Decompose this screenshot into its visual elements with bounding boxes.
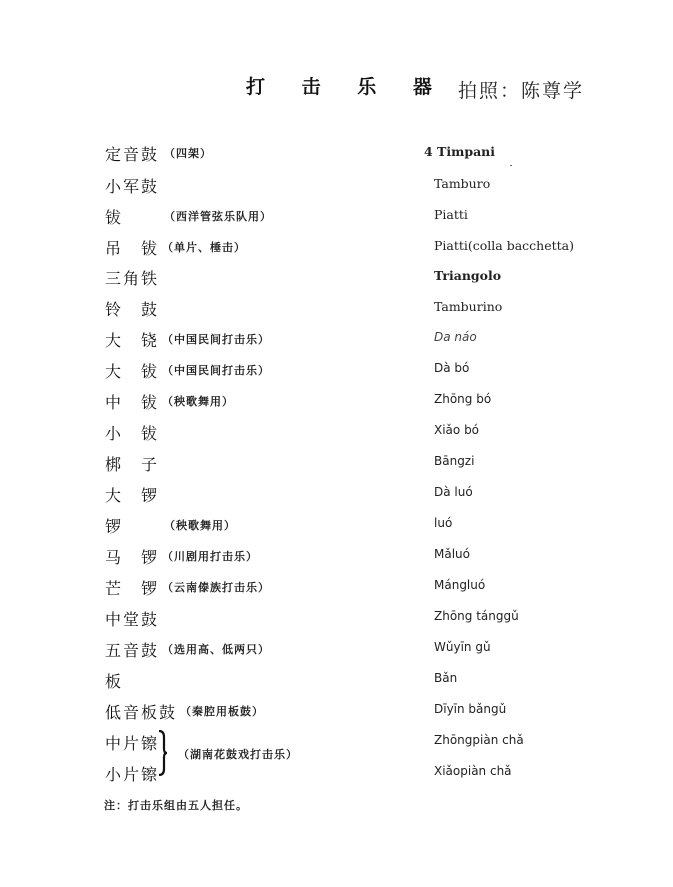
instrument-row — [0, 762, 673, 786]
instrument-name-latin: Dà luó — [434, 485, 473, 499]
instrument-name-cn: 五 音 鼓 — [104, 641, 157, 660]
instrument-name-cn: 定 音 鼓 — [104, 145, 157, 164]
instrument-note: （西洋管弦乐队用） — [164, 210, 272, 223]
instrument-note: （四架） — [164, 147, 212, 160]
instrument-name-latin: Dīyīn bǎngǔ — [434, 702, 507, 716]
instrument-name-latin: Mǎluó — [434, 547, 470, 561]
instrument-row — [0, 514, 673, 538]
instrument-row — [0, 266, 673, 290]
instrument-name-latin: Zhōngpiàn chǎ — [434, 733, 524, 747]
instrument-name-cn: 板 — [104, 672, 121, 691]
instrument-row — [0, 576, 673, 600]
instrument-name-latin: Da náo — [434, 330, 477, 344]
instrument-name-latin: Xiǎopiàn chǎ — [434, 764, 512, 778]
instrument-name-cn: 大 锣 — [104, 486, 157, 505]
instrument-note: （川剧用打击乐） — [162, 550, 258, 563]
instrument-name-latin: Wǔyīn gǔ — [434, 640, 491, 654]
instrument-note: （选用高、低两只） — [162, 643, 270, 656]
instrument-row — [0, 421, 673, 445]
instrument-row — [0, 483, 673, 507]
instrument-note: （秧歌舞用） — [164, 519, 236, 532]
instrument-name-cn: 铃 鼓 — [104, 300, 157, 319]
instrument-name-cn: 三 角 铁 — [104, 269, 157, 288]
instrument-name-latin: Triangolo — [434, 268, 502, 283]
instrument-row — [0, 638, 673, 662]
instrument-name-latin: luó — [434, 516, 453, 530]
instrument-row — [0, 607, 673, 631]
instrument-row — [0, 731, 673, 755]
instrument-name-latin: Zhōng tánggǔ — [434, 609, 519, 623]
instrument-note: （秦腔用板鼓） — [180, 705, 264, 718]
instrument-note: （单片、棰击） — [162, 241, 246, 254]
instrument-row — [0, 328, 673, 352]
instrument-name-cn: 小 军 鼓 — [104, 177, 157, 196]
instrument-note: （中国民间打击乐） — [162, 364, 270, 377]
instrument-name-cn: 锣 — [104, 517, 121, 536]
instrument-name-latin: Zhōng bó — [434, 392, 492, 406]
photo-credit: 拍照：陈尊学 — [458, 80, 585, 102]
instrument-row — [0, 390, 673, 414]
instrument-row — [0, 669, 673, 693]
instrument-name-cn: 小 钹 — [104, 424, 157, 443]
instrument-row — [0, 700, 673, 724]
instrument-row — [0, 297, 673, 321]
instrument-name-latin: Piatti(colla bacchetta) — [434, 238, 575, 253]
instrument-row — [0, 174, 673, 198]
instrument-name-latin: 4 Timpani — [424, 144, 496, 159]
instrument-name-cn: 小 片 镲 — [104, 765, 157, 784]
instrument-name-cn: 大 钹 — [104, 362, 157, 381]
instrument-name-latin: Bǎn — [434, 671, 458, 685]
instrument-name-latin: Piatti — [434, 207, 468, 222]
instrument-name-cn: 低 音 板 鼓 — [104, 703, 175, 722]
instrument-name-latin: Tamburino — [434, 299, 503, 314]
instrument-row — [0, 142, 673, 166]
group-note: （湖南花鼓戏打击乐） — [178, 748, 298, 761]
instrument-row — [0, 205, 673, 229]
instrument-row — [0, 359, 673, 383]
instrument-row — [0, 452, 673, 476]
instrument-name-cn: 吊 钹 — [104, 239, 157, 258]
instrument-name-cn: 中 钹 — [104, 393, 157, 412]
instrument-name-latin: Bāngzi — [434, 454, 475, 468]
instrument-name-latin: Tamburo — [434, 176, 491, 191]
instrument-note: （秧歌舞用） — [162, 395, 234, 408]
instrument-row — [0, 545, 673, 569]
instrument-name-cn: 芒 锣 — [104, 579, 157, 598]
instrument-row — [0, 236, 673, 260]
instrument-name-cn: 钹 — [104, 208, 121, 227]
footnote: 注：打击乐组由五人担任。 — [104, 799, 248, 812]
instrument-name-cn: 马 锣 — [104, 548, 157, 567]
instrument-name-cn: 大 铙 — [104, 331, 157, 350]
instrument-name-cn: 中 堂 鼓 — [104, 610, 157, 629]
page-title: 打 击 乐 器 — [246, 76, 447, 98]
instrument-name-latin: Dà bó — [434, 361, 470, 375]
instrument-name-cn: 梆 子 — [104, 455, 157, 474]
instrument-name-latin: Xiǎo bó — [434, 423, 480, 437]
instrument-note: （中国民间打击乐） — [162, 333, 270, 346]
instrument-name-cn: 中 片 镲 — [104, 734, 157, 753]
brace-icon — [158, 730, 168, 776]
instrument-note: （云南傣族打击乐） — [162, 581, 270, 594]
instrument-name-latin: Mángluó — [434, 578, 486, 592]
